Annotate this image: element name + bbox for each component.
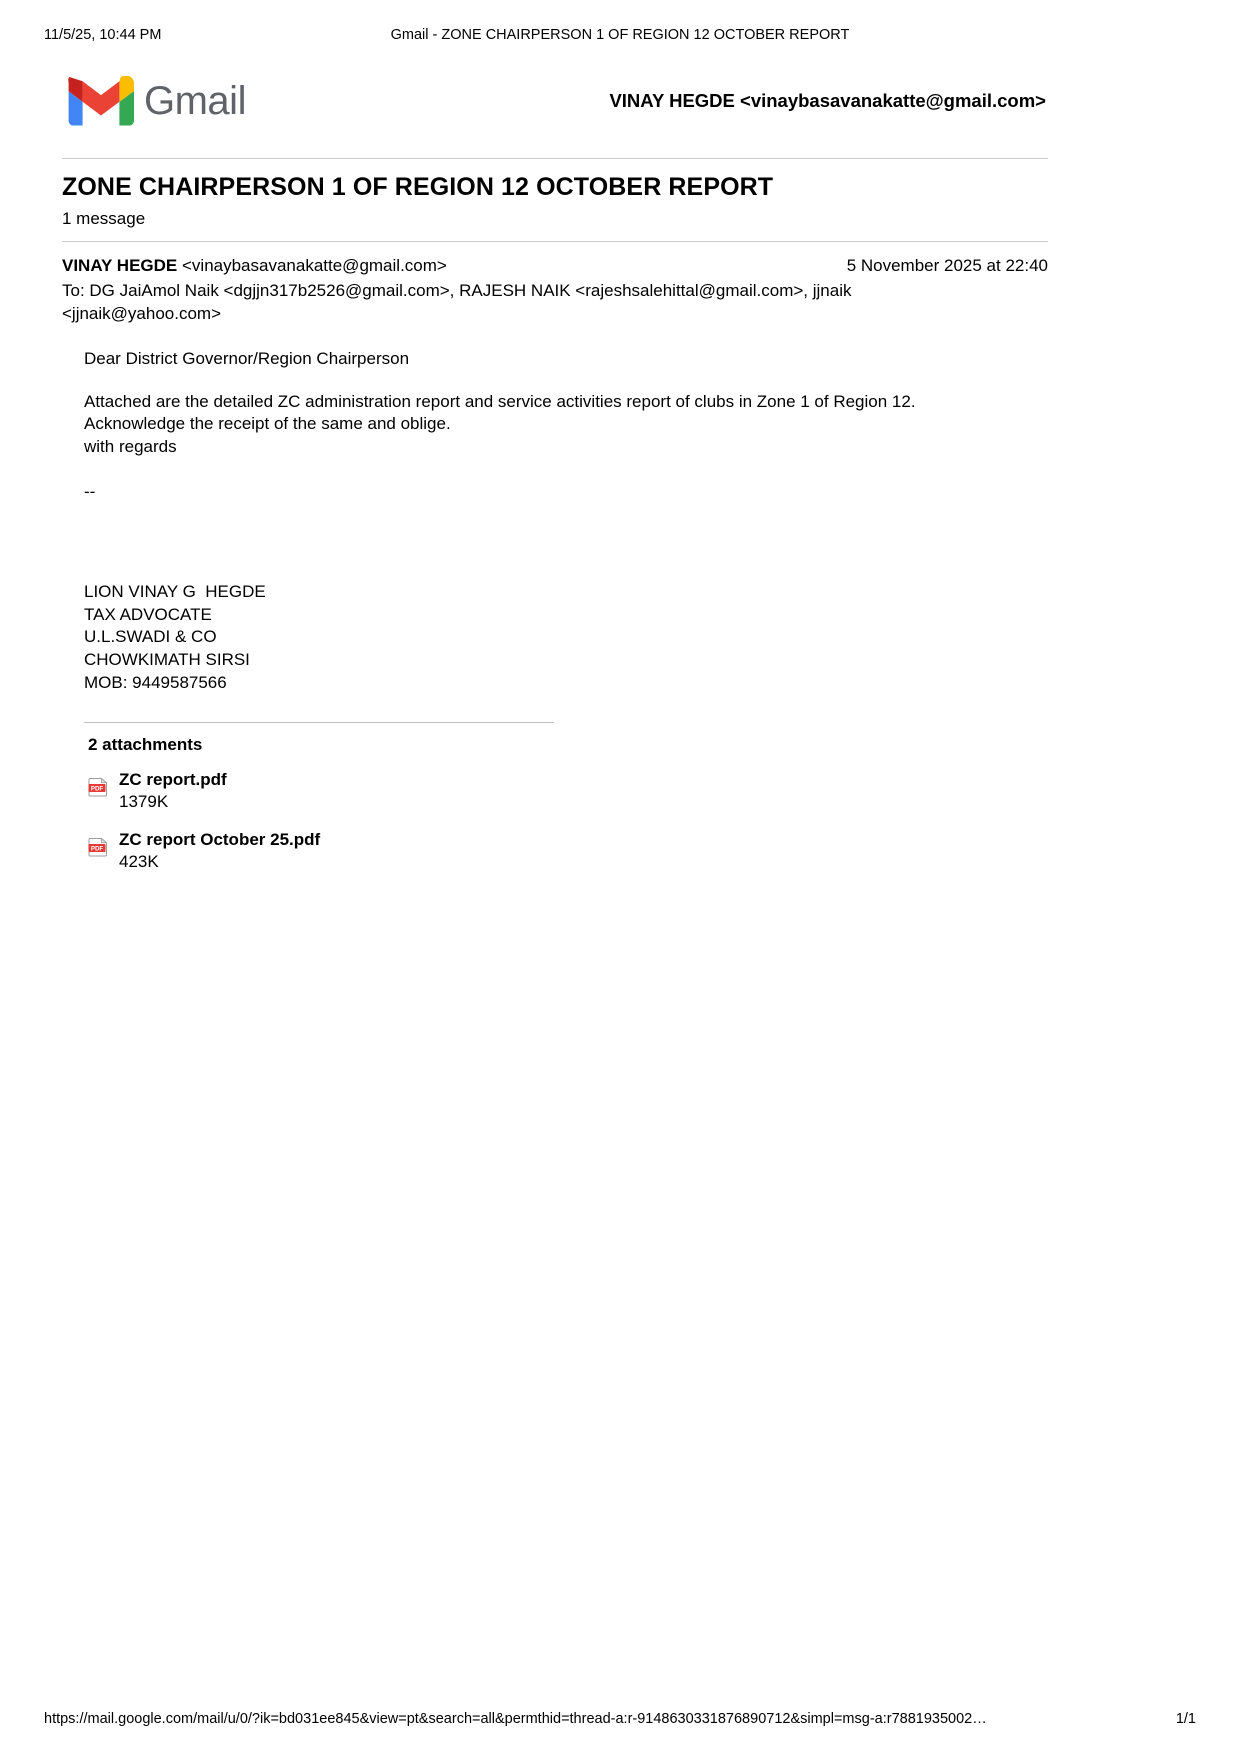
print-timestamp: 11/5/25, 10:44 PM xyxy=(44,27,162,43)
signature-line-firm: U.L.SWADI & CO xyxy=(84,627,217,647)
signature-spacer xyxy=(84,503,1048,581)
attachment-meta xyxy=(119,769,227,813)
attachment-name[interactable]: ZC report.pdf xyxy=(119,770,227,790)
print-footer-url: https://mail.google.com/mail/u/0/?ik=bd031ee845&view=pt&search=all&permthid=thread-a:r-9148630331876890712&simpl=msg-a:r7881935002… xyxy=(44,1711,987,1727)
attachments-list xyxy=(88,769,1048,872)
message-header xyxy=(62,242,1048,326)
recipients: To: DG JaiAmol Naik <dgjjn317b2526@gmail.com>, RAJESH NAIK <rajeshsalehittal@gmail.com>, jjnaik <jjnaik@yahoo.com> xyxy=(62,281,852,324)
pdf-file-icon xyxy=(88,835,108,857)
sender-name: VINAY HEGDE xyxy=(62,256,178,276)
subject-block xyxy=(62,159,1048,241)
message-count: 1 message xyxy=(62,209,146,228)
attachment-item[interactable] xyxy=(88,829,1048,873)
signature-line-mobile: MOB: 9449587566 xyxy=(84,672,227,692)
header-bar xyxy=(62,70,1048,132)
sender xyxy=(62,255,447,278)
attachment-size: 423K xyxy=(119,851,159,871)
sender-email: <vinaybasavanakatte@gmail.com> xyxy=(177,256,447,276)
gmail-logo-icon xyxy=(68,76,134,126)
account-label: VINAY HEGDE <vinaybasavanakatte@gmail.com> xyxy=(609,90,1046,111)
attachment-name[interactable]: ZC report October 25.pdf xyxy=(119,829,321,849)
body-spacer-2 xyxy=(84,459,1048,481)
attachments-divider xyxy=(84,722,554,723)
svg-text:PDF: PDF xyxy=(90,845,104,853)
body-paragraph-line-1: Attached are the detailed ZC administration report and service activities report of clubs in Zone 1 of Region 12. xyxy=(84,391,916,411)
thread-subject: ZONE CHAIRPERSON 1 OF REGION 12 OCTOBER REPORT xyxy=(62,173,774,201)
attachment-size: 1379K xyxy=(119,792,169,812)
attachment-item[interactable] xyxy=(88,769,1048,813)
attachment-meta xyxy=(119,829,320,873)
body-paragraph-line-2: Acknowledge the receipt of the same and oblige. xyxy=(84,414,451,434)
pdf-file-icon xyxy=(88,775,108,797)
message-date: 5 November 2025 at 22:40 xyxy=(846,256,1048,276)
signature-line-name: LION VINAY G HEGDE xyxy=(84,582,266,602)
print-header xyxy=(44,27,1196,45)
print-footer xyxy=(44,1711,1196,1727)
body-paragraph-line-3: with regards xyxy=(84,437,177,457)
print-footer-page-number: 1/1 xyxy=(1175,1711,1196,1727)
signature-marker: -- xyxy=(84,481,96,501)
signature-line-title: TAX ADVOCATE xyxy=(84,604,212,624)
message-header-top xyxy=(62,255,1048,278)
print-document-title: Gmail - ZONE CHAIRPERSON 1 OF REGION 12 OCTOBER REPORT xyxy=(390,27,850,43)
attachments-heading: 2 attachments xyxy=(88,735,203,755)
body-spacer-1 xyxy=(84,371,1048,391)
email-content xyxy=(62,70,1048,888)
body-greeting: Dear District Governor/Region Chairperson xyxy=(84,349,410,369)
gmail-wordmark: Gmail xyxy=(144,79,246,123)
message-body xyxy=(62,348,1048,694)
svg-text:PDF: PDF xyxy=(90,785,104,793)
gmail-brand xyxy=(62,76,246,126)
signature-line-address: CHOWKIMATH SIRSI xyxy=(84,650,250,670)
